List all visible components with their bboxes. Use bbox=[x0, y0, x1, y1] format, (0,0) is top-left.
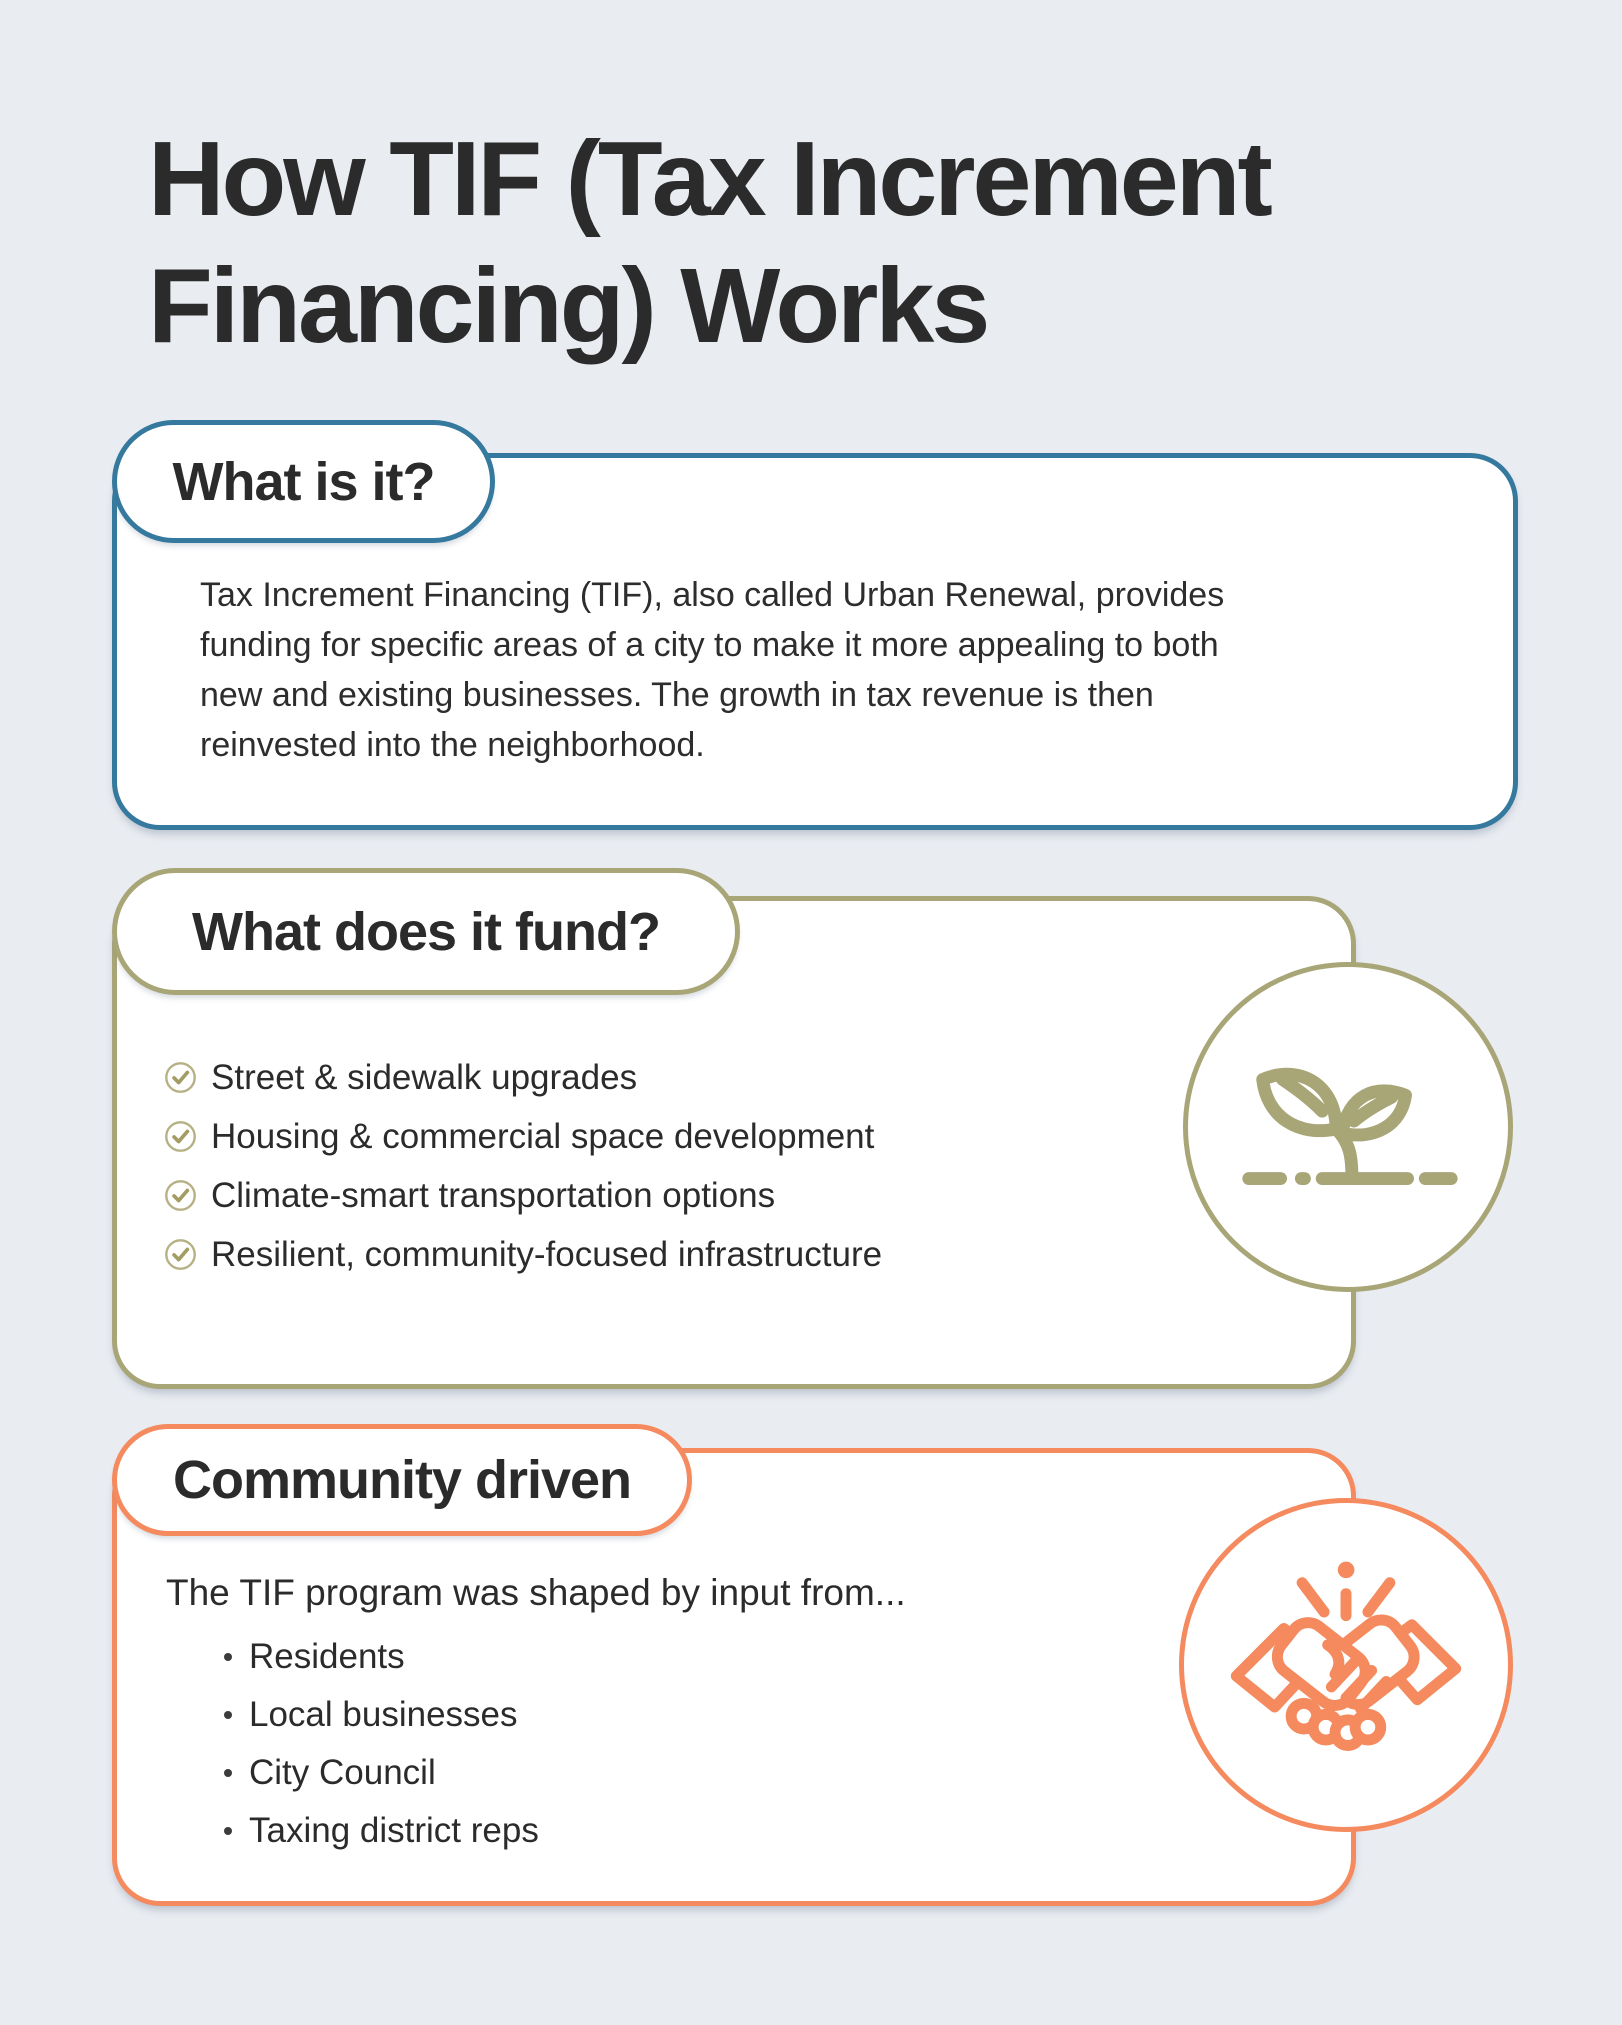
check-icon bbox=[164, 1120, 197, 1153]
list-item bbox=[224, 1744, 539, 1802]
list-item bbox=[164, 1107, 882, 1166]
handshake-icon bbox=[1218, 1545, 1474, 1785]
section-community-driven-label: Community driven bbox=[172, 1450, 632, 1510]
paragraph-line: reinvested into the neighborhood. bbox=[200, 726, 705, 764]
section-community-driven-label-bubble bbox=[112, 1424, 692, 1536]
paragraph-line: funding for specific areas of a city to make it more appealing to both bbox=[200, 626, 1219, 664]
page-title bbox=[148, 116, 1270, 370]
list-item bbox=[164, 1166, 882, 1225]
list-item-label: Taxing district reps bbox=[249, 1811, 539, 1850]
bullet-dot bbox=[224, 1711, 232, 1719]
funding-checklist bbox=[164, 1048, 882, 1284]
bullet-dot bbox=[224, 1769, 232, 1777]
seedling-icon bbox=[1229, 1008, 1467, 1246]
page-title-line-1: How TIF (Tax Increment bbox=[148, 120, 1270, 238]
list-item-label: Climate-smart transportation options bbox=[211, 1175, 776, 1215]
check-icon bbox=[164, 1238, 197, 1271]
list-item-label: Local businesses bbox=[249, 1695, 518, 1734]
list-item bbox=[224, 1802, 539, 1860]
list-item-label: Residents bbox=[249, 1637, 405, 1676]
community-intro-text: The TIF program was shaped by input from... bbox=[166, 1572, 906, 1613]
list-item bbox=[224, 1628, 539, 1686]
list-item bbox=[224, 1686, 539, 1744]
list-item-label: Street & sidewalk upgrades bbox=[211, 1057, 638, 1097]
page-title-line-2: Financing) Works bbox=[148, 247, 988, 365]
seedling-badge bbox=[1183, 962, 1513, 1292]
list-item-label: City Council bbox=[249, 1753, 436, 1792]
section-what-does-it-fund-label: What does it fund? bbox=[192, 901, 660, 962]
community-bullet-list bbox=[224, 1628, 539, 1860]
section-what-is-it-label-bubble bbox=[112, 420, 495, 543]
section-what-is-it-label: What is it? bbox=[172, 451, 435, 512]
section-what-does-it-fund-label-bubble bbox=[112, 868, 740, 995]
handshake-badge bbox=[1179, 1498, 1513, 1832]
list-item bbox=[164, 1048, 882, 1107]
paragraph-line: new and existing businesses. The growth in tax revenue is then bbox=[200, 676, 1154, 714]
list-item-label: Housing & commercial space development bbox=[211, 1116, 875, 1156]
bullet-dot bbox=[224, 1827, 232, 1835]
list-item bbox=[164, 1225, 882, 1284]
bullet-dot bbox=[224, 1653, 232, 1661]
check-icon bbox=[164, 1179, 197, 1212]
what-is-it-paragraph bbox=[200, 570, 1224, 770]
list-item-label: Resilient, community-focused infrastructure bbox=[211, 1234, 883, 1274]
check-icon bbox=[164, 1061, 197, 1094]
paragraph-line: Tax Increment Financing (TIF), also called Urban Renewal, provides bbox=[200, 576, 1225, 614]
